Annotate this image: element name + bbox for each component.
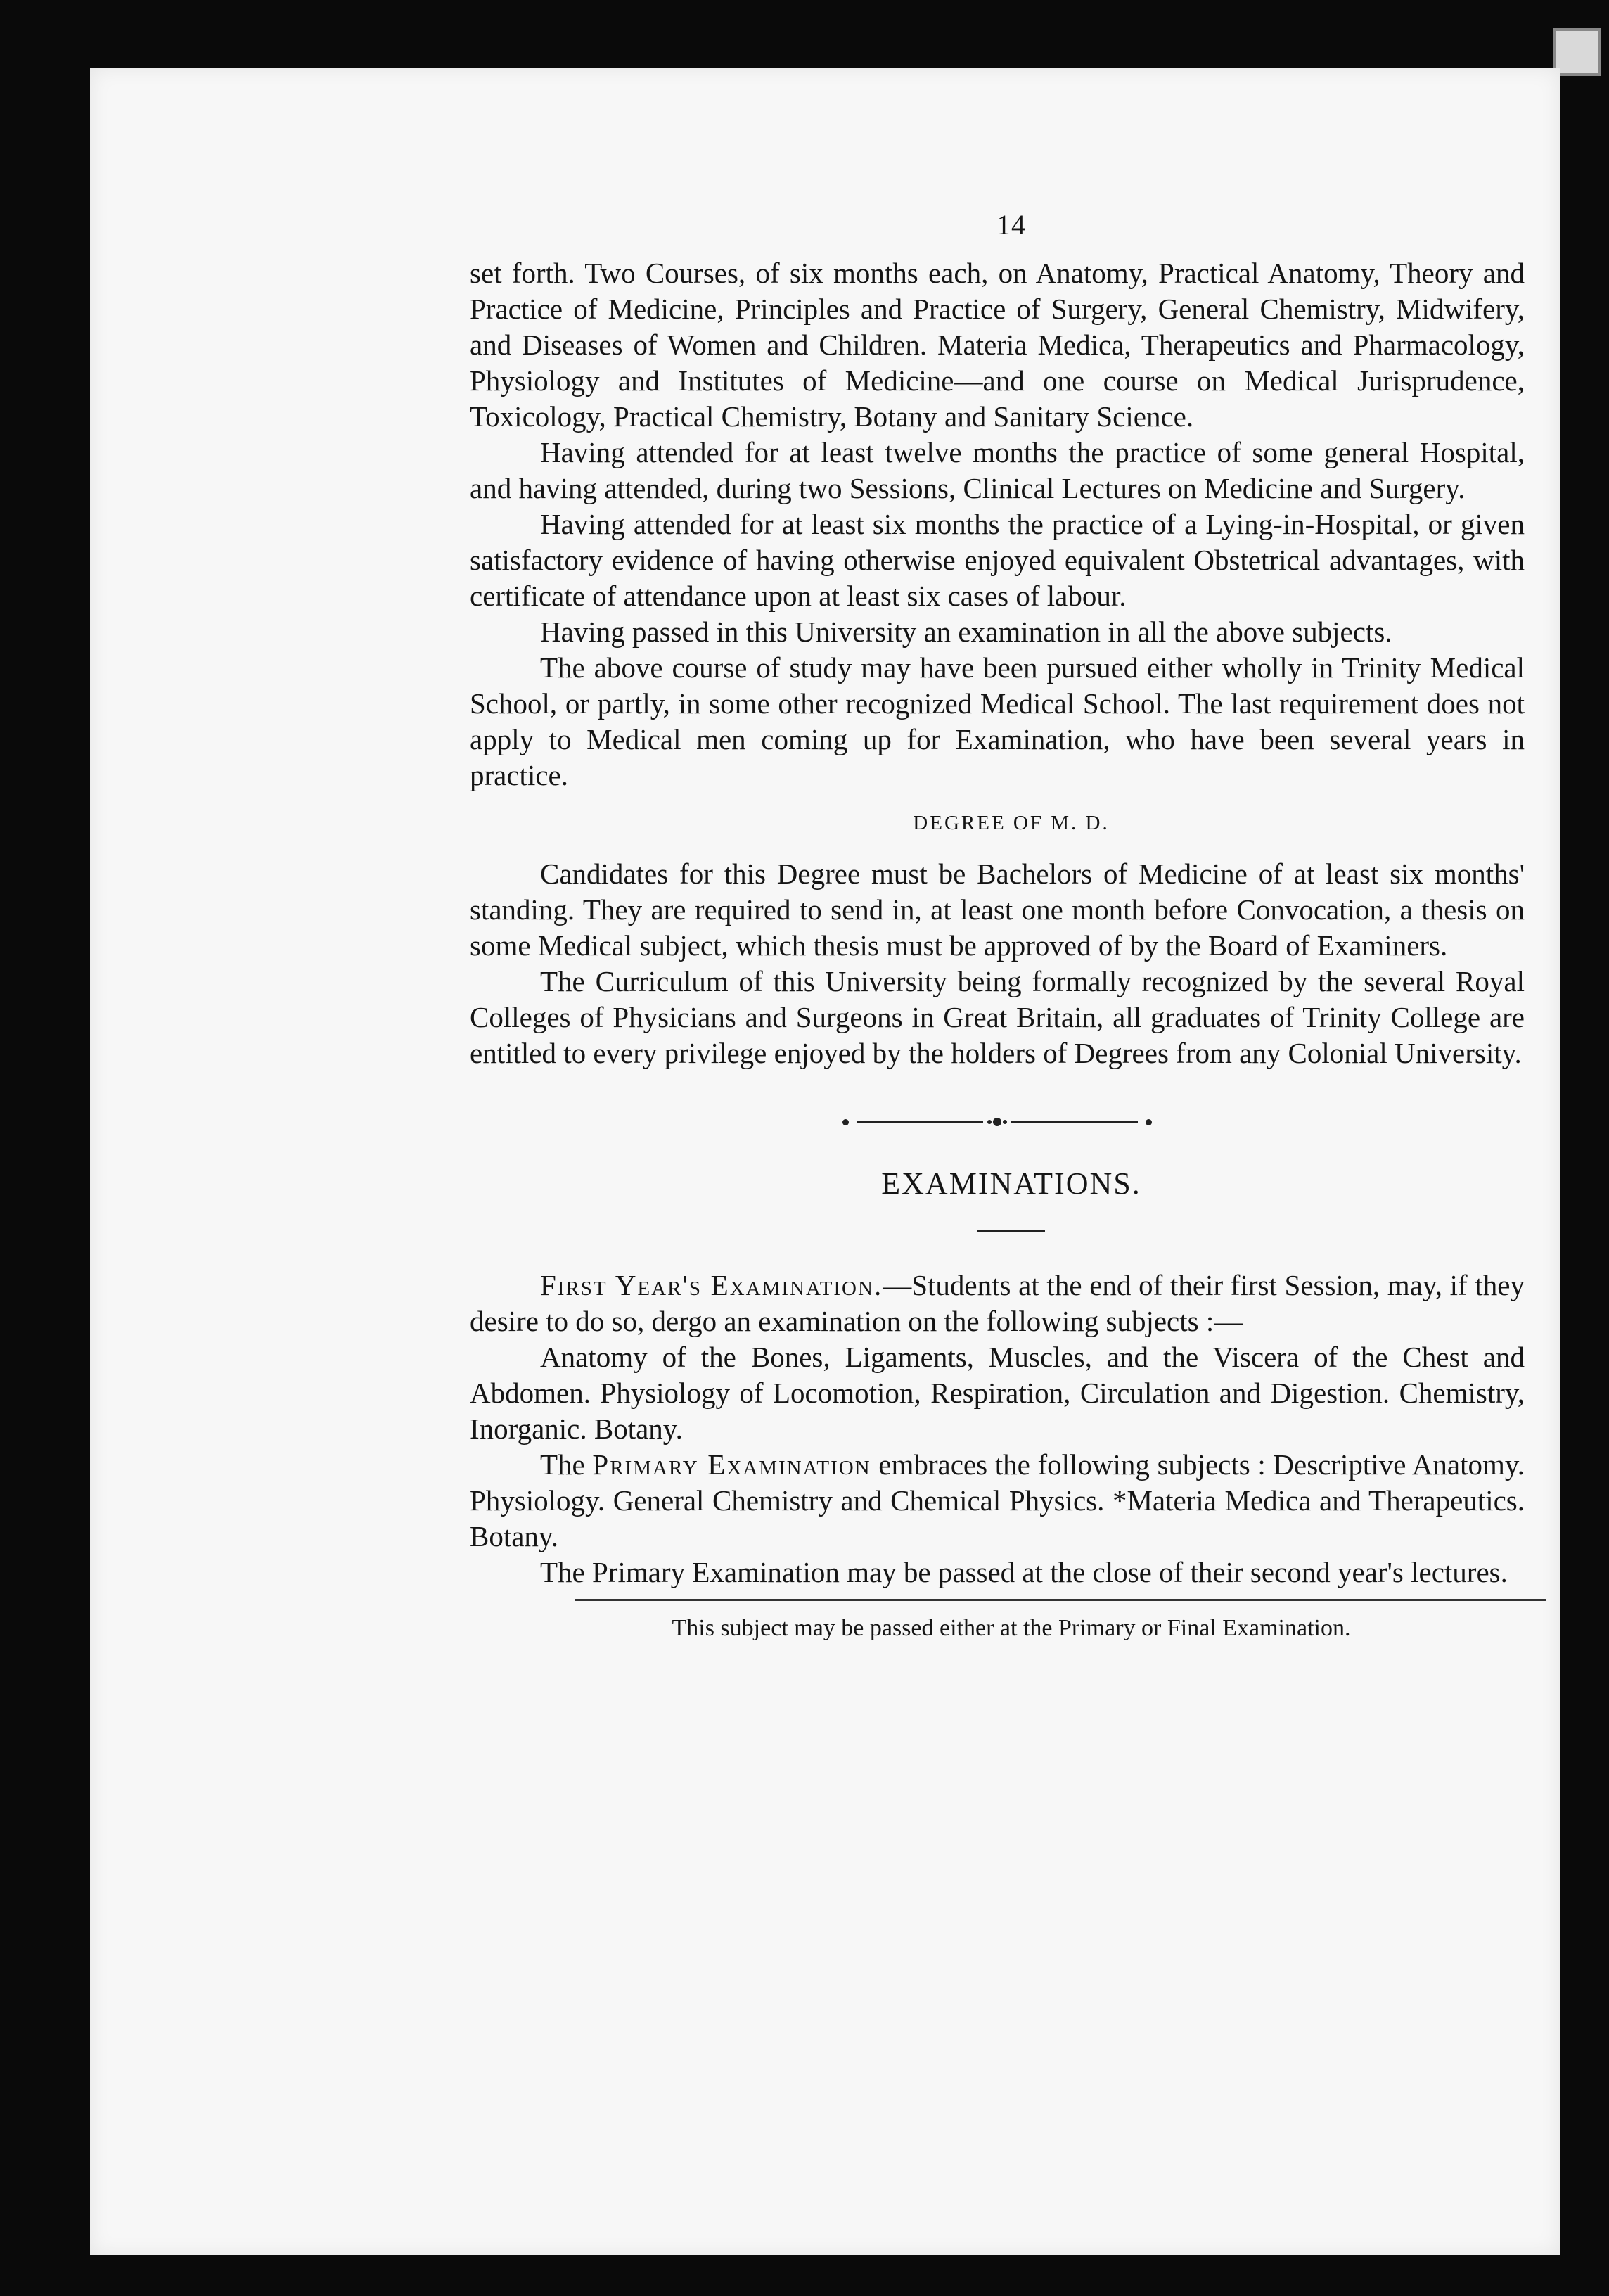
page-number: 14 xyxy=(996,209,1026,241)
paragraph: Candidates for this Degree must be Bachelors of Medicine of at least six months' standing. They are required to send in, at least one month before Convocation, a thesis on some Medical subject, which thesis must be approved of by the Board of Examiners. xyxy=(470,857,1525,962)
paragraph: Having attended for at least six months the practice of a Lying-in-Hospital, or given satisfactory evidence of having otherwise enjoyed equivalent Obstetrical advantages, with certificate of attendance upon at least six cases of labour. xyxy=(470,508,1525,612)
paragraph: Having passed in this University an examination in all the above subjects. xyxy=(540,616,1392,648)
examinations-heading: EXAMINATIONS. xyxy=(881,1166,1141,1201)
document-page xyxy=(90,68,1560,2255)
corner-mark xyxy=(1553,28,1601,76)
primary-lead: Primary Examination xyxy=(592,1448,871,1481)
footnote: This subject may be passed either at the Primary or Final Examination. xyxy=(672,1615,1351,1641)
footnote-rule xyxy=(575,1599,1546,1601)
primary-prefix: The xyxy=(540,1448,593,1481)
primary-close-paragraph: The Primary Examination may be passed at the close of their second year's lectures. xyxy=(540,1556,1508,1588)
first-year-text: —Students at the end of their first Session, may, if they desire to do so, dergo an examination on the following subjects :— xyxy=(470,1269,1525,1337)
paragraph: The Curriculum of this University being formally recognized by the several Royal Colleges of Physicians and Surgeons in Great Britain, all graduates of Trinity College are entitled to every privilege enjoyed by the holders of Degrees from any Colonial University. xyxy=(470,965,1525,1069)
heading-rule xyxy=(977,1230,1045,1232)
paragraph: set forth. Two Courses, of six months each, on Anatomy, Practical Anatomy, Theory and Practice of Medicine, Principles and Practice of Surgery, General Chemistry, Midwifery, and Diseases of Women and Children. Materia Medica, Therapeutics and Pharmacology, Physiology and Institutes of Medicine—and one course on Medical Jurisprudence, Toxicology, Practical Chemistry, Botany and Sanitary Science. xyxy=(470,257,1525,433)
first-year-subjects: Anatomy of the Bones, Ligaments, Muscles, and the Viscera of the Chest and Abdomen. Physiology of Locomotion, Respiration, Circulation and Digestion. Chemistry, Inorganic. Botany. xyxy=(470,1341,1525,1445)
primary-paragraph xyxy=(470,1447,1525,1555)
paragraph: Having attended for at least twelve months the practice of some general Hospital, and having attended, during two Sessions, Clinical Lectures on Medicine and Surgery. xyxy=(470,436,1525,504)
first-year-paragraph xyxy=(470,1268,1525,1339)
paragraph: The above course of study may have been pursued either wholly in Trinity Medical School, or partly, in some other recognized Medical School. The last requirement does not apply to Medical men coming up for Examination, who have been several years in practice. xyxy=(470,651,1525,791)
ornamental-divider xyxy=(842,1114,1152,1130)
primary-text: embraces the following subjects : Descriptive Anatomy. Physiology. General Chemistry and Chemical Physics. *Materia Medica and Therapeutics. Botany. xyxy=(470,1448,1525,1552)
md-degree-heading: DEGREE OF M. D. xyxy=(913,812,1110,834)
first-year-lead: First Year's Examination. xyxy=(540,1269,883,1301)
page-content xyxy=(470,208,1525,1642)
ornament-center-icon xyxy=(987,1116,1008,1128)
